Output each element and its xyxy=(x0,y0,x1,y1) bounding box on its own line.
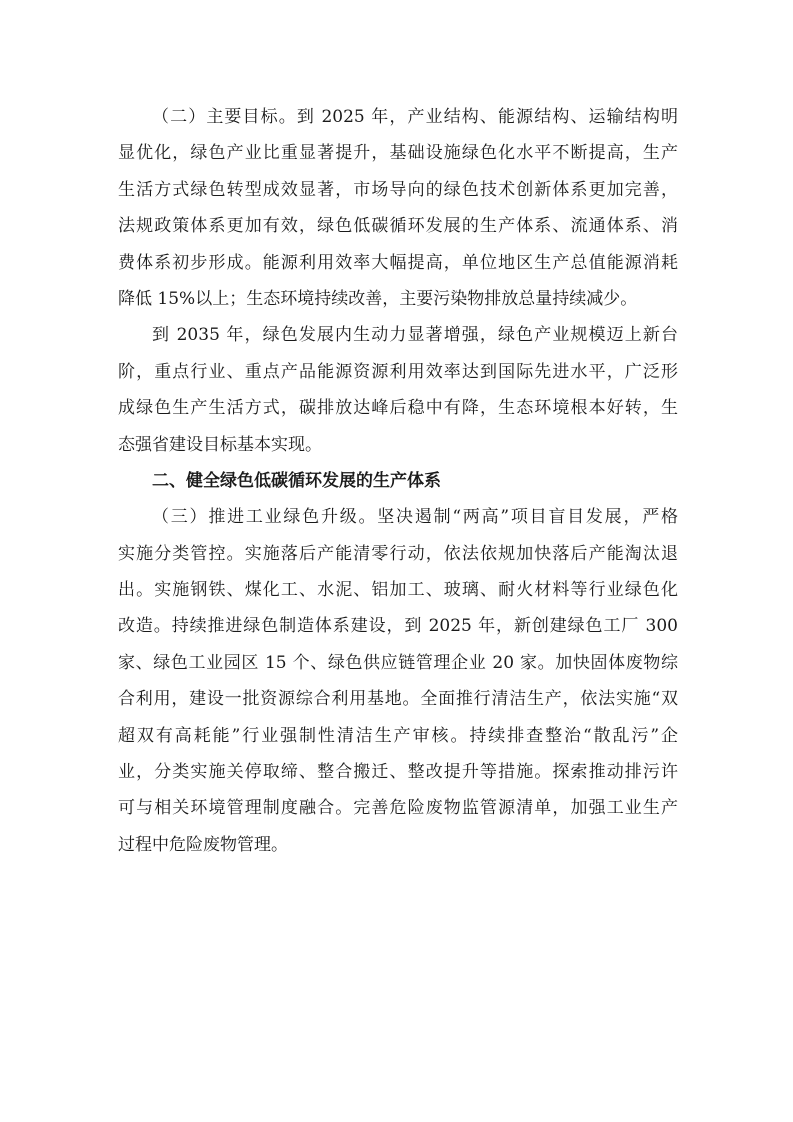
paragraph-main-goals-line-6: 降低 15%以上；生态环境持续改善，主要污染物排放总量持续减少。 xyxy=(118,288,638,309)
paragraph-main-goals-line-2: 显优化，绿色产业比重显著提升，基础设施绿色化水平不断提高，生产 xyxy=(118,143,678,164)
paragraph-industry-line-10: 过程中危险废物管理。 xyxy=(118,834,288,855)
paragraph-2035-line-2: 阶，重点行业、重点产品能源资源利用效率达到国际先进水平，广泛形 xyxy=(118,361,678,382)
section-heading: 二、健全绿色低碳循环发展的生产体系 xyxy=(152,470,441,491)
paragraph-industry-line-9: 可与相关环境管理制度融合。完善危险废物监管源清单，加强工业生产 xyxy=(118,798,678,819)
paragraph-industry-line-2: 实施分类管控。实施落后产能清零行动，依法依规加快落后产能淘汰退 xyxy=(118,543,678,564)
paragraph-main-goals-line-1: （二）主要目标。到 2025 年，产业结构、能源结构、运输结构明 xyxy=(152,107,678,127)
paragraph-industry-line-3: 出。实施钢铁、煤化工、水泥、铝加工、玻璃、耐火材料等行业绿色化 xyxy=(118,580,678,601)
paragraph-industry-line-4: 改造。持续推进绿色制造体系建设，到 2025 年，新创建绿色工厂 300 xyxy=(118,616,678,637)
paragraph-main-goals-line-5: 费体系初步形成。能源利用效率大幅提高，单位地区生产总值能源消耗 xyxy=(118,252,678,273)
paragraph-industry-line-8: 业，分类实施关停取缔、整合搬迁、整改提升等措施。探索推动排污许 xyxy=(118,762,678,783)
document-body xyxy=(118,99,678,863)
paragraph-2035-line-1: 到 2035 年，绿色发展内生动力显著增强，绿色产业规模迈上新台 xyxy=(152,325,678,346)
paragraph-industry-line-5: 家、绿色工业园区 15 个、绿色供应链管理企业 20 家。加快固体废物综 xyxy=(118,652,678,673)
paragraph-main-goals-line-4: 法规政策体系更加有效，绿色低碳循环发展的生产体系、流通体系、消 xyxy=(118,216,678,237)
paragraph-industry-line-1: （三）推进工业绿色升级。坚决遏制“两高”项目盲目发展，严格 xyxy=(152,507,678,528)
paragraph-2035-line-3: 成绿色生产生活方式，碳排放达峰后稳中有降，生态环境根本好转，生 xyxy=(118,398,678,419)
paragraph-main-goals-line-3: 生活方式绿色转型成效显著，市场导向的绿色技术创新体系更加完善， xyxy=(118,179,678,200)
paragraph-industry-line-7: 超双有高耗能”行业强制性清洁生产审核。持续排查整治“散乱污”企 xyxy=(118,725,678,746)
paragraph-industry-line-6: 合利用，建设一批资源综合利用基地。全面推行清洁生产，依法实施“双 xyxy=(118,689,678,710)
paragraph-2035-line-4: 态强省建设目标基本实现。 xyxy=(118,434,322,455)
